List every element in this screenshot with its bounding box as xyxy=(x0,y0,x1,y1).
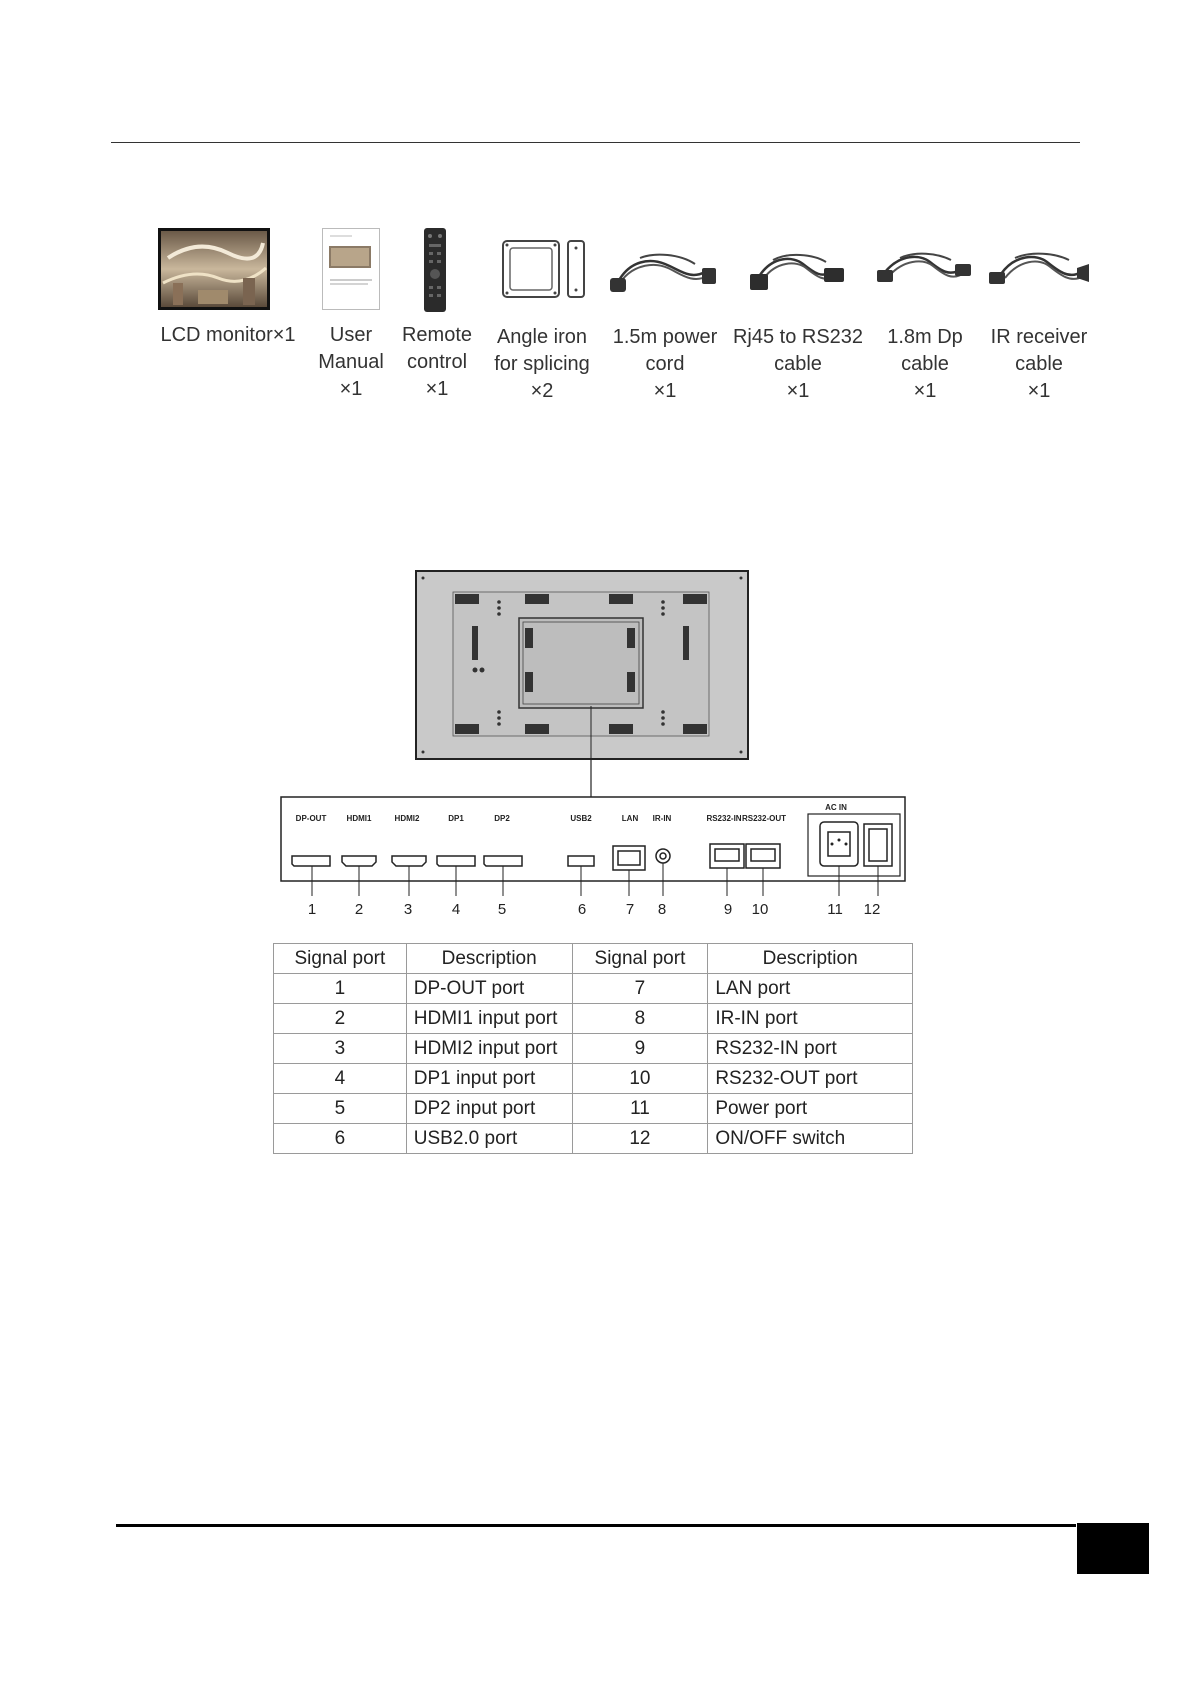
port-label: IR-IN xyxy=(652,814,672,823)
lcd-monitor-photo xyxy=(158,228,270,310)
port-label: HDMI1 xyxy=(346,814,372,823)
port-description-table xyxy=(273,943,913,1154)
remote-control-icon xyxy=(424,228,446,312)
accessory-label: Rj45 to RS232 cable ×1 xyxy=(732,326,864,402)
port-description-cell: DP-OUT port xyxy=(406,974,572,1004)
accessory-label: IR receiver cable ×1 xyxy=(990,326,1088,402)
accessory-label: User Manual ×1 xyxy=(318,324,384,400)
port-number-cell: 9 xyxy=(572,1034,708,1064)
port-label: RS232-OUT xyxy=(741,814,787,823)
port-number-cell: 6 xyxy=(274,1124,407,1154)
port-number-cell: 5 xyxy=(274,1094,407,1124)
port-description-cell: HDMI1 input port xyxy=(406,1004,572,1034)
port-label: AC IN xyxy=(825,803,847,812)
monitor-rear-diagram xyxy=(415,570,749,760)
accessory-label: Angle iron for splicing ×2 xyxy=(494,326,590,402)
footer-rule xyxy=(116,1524,1076,1527)
table-header: Description xyxy=(708,944,913,974)
port-number: 6 xyxy=(577,901,587,918)
port-number-cell: 11 xyxy=(572,1094,708,1124)
port-label: RS232-IN xyxy=(706,814,742,823)
port-number: 12 xyxy=(863,901,881,918)
port-number-cell: 3 xyxy=(274,1034,407,1064)
header-rule xyxy=(111,142,1080,143)
table-row xyxy=(274,974,913,1004)
table-row xyxy=(274,1004,913,1034)
port-number: 8 xyxy=(657,901,667,918)
rj45-cable-icon xyxy=(748,250,846,296)
port-description-cell: IR-IN port xyxy=(708,1004,913,1034)
port-description-cell: DP1 input port xyxy=(406,1064,572,1094)
port-number-cell: 8 xyxy=(572,1004,708,1034)
power-cord-icon xyxy=(610,250,718,296)
port-number: 2 xyxy=(354,901,364,918)
port-description-cell: ON/OFF switch xyxy=(708,1124,913,1154)
table-header: Signal port xyxy=(572,944,708,974)
accessory-label: 1.8m Dp cable ×1 xyxy=(887,326,963,402)
callout-ticks xyxy=(280,882,906,900)
port-number-cell: 7 xyxy=(572,974,708,1004)
port-description-cell: DP2 input port xyxy=(406,1094,572,1124)
port-label: USB2 xyxy=(570,814,592,823)
port-label: DP1 xyxy=(448,814,464,823)
port-panel xyxy=(280,796,906,882)
port-number: 10 xyxy=(751,901,769,918)
port-number: 7 xyxy=(625,901,635,918)
port-number-cell: 12 xyxy=(572,1124,708,1154)
table-row xyxy=(274,1034,913,1064)
angle-iron-icon xyxy=(502,240,588,298)
table-header: Description xyxy=(406,944,572,974)
port-label: LAN xyxy=(621,814,639,823)
connector-line xyxy=(580,758,600,798)
ir-receiver-cable-icon xyxy=(987,250,1091,294)
table-header: Signal port xyxy=(274,944,407,974)
port-number: 1 xyxy=(307,901,317,918)
user-manual-icon xyxy=(322,228,380,310)
table-row xyxy=(274,1094,913,1124)
dp-cable-icon xyxy=(875,250,973,292)
page-number-box xyxy=(1077,1523,1149,1574)
port-description-cell: HDMI2 input port xyxy=(406,1034,572,1064)
port-description-cell: USB2.0 port xyxy=(406,1124,572,1154)
port-number-cell: 4 xyxy=(274,1064,407,1094)
port-number: 5 xyxy=(497,901,507,918)
port-label: DP2 xyxy=(494,814,510,823)
port-description-cell: Power port xyxy=(708,1094,913,1124)
port-number: 4 xyxy=(451,901,461,918)
port-label: HDMI2 xyxy=(394,814,420,823)
table-row xyxy=(274,1064,913,1094)
port-description-cell: LAN port xyxy=(708,974,913,1004)
table-row xyxy=(274,1124,913,1154)
accessory-label: 1.5m power cord ×1 xyxy=(612,326,718,402)
port-number: 9 xyxy=(723,901,733,918)
port-description-cell: RS232-IN port xyxy=(708,1034,913,1064)
port-number: 11 xyxy=(827,901,843,918)
port-label: DP-OUT xyxy=(295,814,327,823)
port-number: 3 xyxy=(403,901,413,918)
port-number-cell: 10 xyxy=(572,1064,708,1094)
table-header-row xyxy=(274,944,913,974)
port-description-cell: RS232-OUT port xyxy=(708,1064,913,1094)
port-number-cell: 2 xyxy=(274,1004,407,1034)
port-number-cell: 1 xyxy=(274,974,407,1004)
accessory-label: Remote control ×1 xyxy=(401,324,473,400)
accessory-label: LCD monitor×1 xyxy=(160,324,296,346)
